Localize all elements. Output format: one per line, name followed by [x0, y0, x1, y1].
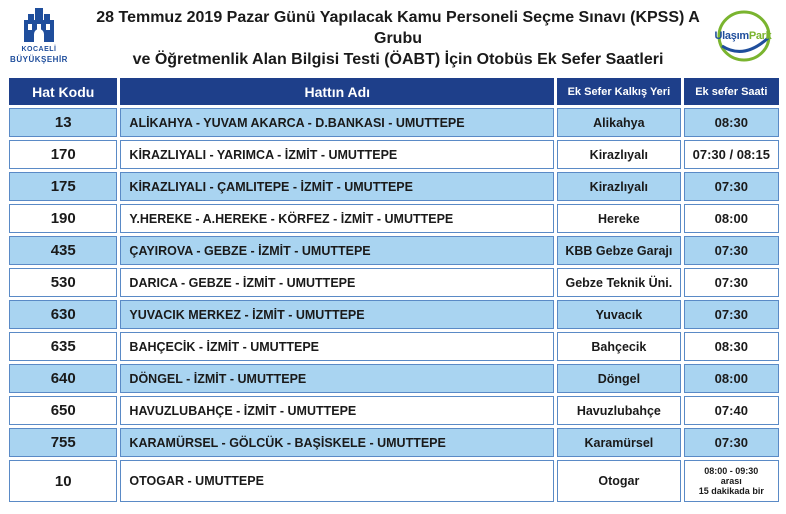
- departure-place: Yuvacık: [557, 300, 680, 329]
- line-code: 530: [9, 268, 117, 297]
- title-line-2: ve Öğretmenlik Alan Bilgisi Testi (ÖABT) İçin Otobüs Ek Sefer Saatleri: [132, 51, 664, 68]
- logo-text-buyuksehir: BÜYÜKŞEHİR: [10, 55, 68, 64]
- column-header-code: Hat Kodu: [9, 78, 117, 105]
- table-row: [9, 204, 779, 233]
- departure-time: [684, 460, 779, 502]
- table-row: [9, 364, 779, 393]
- departure-time: 08:00: [684, 364, 779, 393]
- departure-time: 08:30: [684, 332, 779, 361]
- line-code: 630: [9, 300, 117, 329]
- table-row: [9, 460, 779, 502]
- line-code: 170: [9, 140, 117, 169]
- departure-place: Gebze Teknik Üni.: [557, 268, 680, 297]
- table-row: [9, 172, 779, 201]
- departure-place: Kirazlıyalı: [557, 140, 680, 169]
- departure-place: KBB Gebze Garajı: [557, 236, 680, 265]
- wordmark-park: Park: [748, 30, 772, 42]
- table-row: [9, 236, 779, 265]
- departure-time: 08:30: [684, 108, 779, 137]
- departure-place: Karamürsel: [557, 428, 680, 457]
- schedule-table: [6, 75, 782, 505]
- departure-place: Hereke: [557, 204, 680, 233]
- departure-time: 07:30: [684, 268, 779, 297]
- departure-place: Bahçecik: [557, 332, 680, 361]
- departure-place: Havuzlubahçe: [557, 396, 680, 425]
- kocaeli-logo: [8, 6, 70, 68]
- route-name: Y.HEREKE - A.HEREKE - KÖRFEZ - İZMİT - UMUTTEPE: [120, 204, 554, 233]
- departure-time: 07:30: [684, 236, 779, 265]
- column-header-route: Hattın Adı: [120, 78, 554, 105]
- departure-time: 07:40: [684, 396, 779, 425]
- line-code: 10: [9, 460, 117, 502]
- route-name: KARAMÜRSEL - GÖLCÜK - BAŞİSKELE - UMUTTEPE: [120, 428, 554, 457]
- ulasimpark-logo: [708, 8, 778, 66]
- wordmark-ulasim: Ulaşım: [714, 30, 749, 42]
- route-name: OTOGAR - UMUTTEPE: [120, 460, 554, 502]
- table-row: [9, 268, 779, 297]
- page-title: [88, 7, 708, 70]
- departure-time: 07:30 / 08:15: [684, 140, 779, 169]
- route-name: ALİKAHYA - YUVAM AKARCA - D.BANKASI - UMUTTEPE: [120, 108, 554, 137]
- line-code: 755: [9, 428, 117, 457]
- column-header-time: Ek sefer Saati: [684, 78, 779, 105]
- departure-time: 07:30: [684, 428, 779, 457]
- departure-time: 07:30: [684, 300, 779, 329]
- departure-time: 07:30: [684, 172, 779, 201]
- route-name: KİRAZLIYALI - ÇAMLITEPE - İZMİT - UMUTTEPE: [120, 172, 554, 201]
- departure-place: Otogar: [557, 460, 680, 502]
- table-row: [9, 332, 779, 361]
- line-code: 635: [9, 332, 117, 361]
- line-code: 190: [9, 204, 117, 233]
- route-name: DÖNGEL - İZMİT - UMUTTEPE: [120, 364, 554, 393]
- time-range: 08:00 - 09:30: [704, 466, 759, 476]
- departure-place: Döngel: [557, 364, 680, 393]
- table-header-row: [9, 78, 779, 105]
- line-code: 650: [9, 396, 117, 425]
- route-name: HAVUZLUBAHÇE - İZMİT - UMUTTEPE: [120, 396, 554, 425]
- route-name: YUVACIK MERKEZ - İZMİT - UMUTTEPE: [120, 300, 554, 329]
- table-row: [9, 428, 779, 457]
- logo-text-kocaeli: KOCAELİ: [21, 46, 57, 53]
- table-row: [9, 108, 779, 137]
- route-name: KİRAZLIYALI - YARIMCA - İZMİT - UMUTTEPE: [120, 140, 554, 169]
- column-header-departure: Ek Sefer Kalkış Yeri: [557, 78, 680, 105]
- line-code: 435: [9, 236, 117, 265]
- line-code: 175: [9, 172, 117, 201]
- table-row: [9, 396, 779, 425]
- kocaeli-building-icon: [20, 6, 58, 44]
- title-line-1: 28 Temmuz 2019 Pazar Günü Yapılacak Kamu Personeli Seçme Sınavı (KPSS) A Grubu: [96, 9, 700, 47]
- time-frequency: 15 dakikada bir: [698, 486, 764, 496]
- time-range-note: arası: [720, 476, 742, 486]
- route-name: DARICA - GEBZE - İZMİT - UMUTTEPE: [120, 268, 554, 297]
- route-name: ÇAYIROVA - GEBZE - İZMİT - UMUTTEPE: [120, 236, 554, 265]
- departure-place: Alikahya: [557, 108, 680, 137]
- table-row: [9, 300, 779, 329]
- route-name: BAHÇECİK - İZMİT - UMUTTEPE: [120, 332, 554, 361]
- line-code: 640: [9, 364, 117, 393]
- table-row: [9, 140, 779, 169]
- departure-place: Kirazlıyalı: [557, 172, 680, 201]
- page-header: [0, 0, 786, 72]
- departure-time: 08:00: [684, 204, 779, 233]
- line-code: 13: [9, 108, 117, 137]
- ulasimpark-wordmark: [708, 30, 778, 42]
